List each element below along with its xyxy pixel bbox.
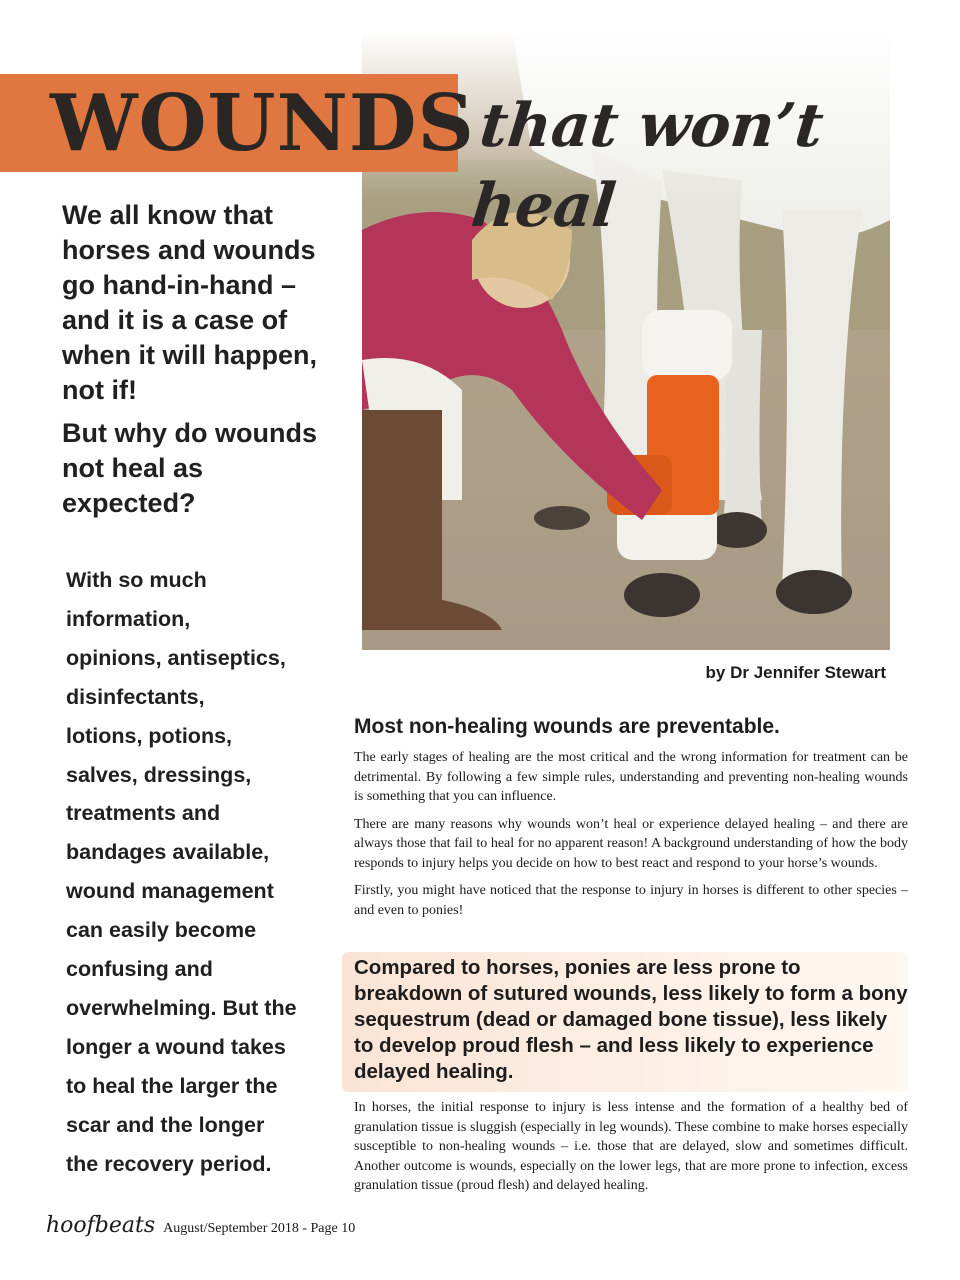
pull-quote-line: Compared to horses, ponies are less prone to xyxy=(354,956,801,979)
article-paragraph-4: In horses, the initial response to injury is less intense and the formation of a healthy bed of granulation tissue is sluggish (especially in leg wounds). These combine to make horses especially susceptible to non-healing wounds – i.e. those that are delayed, slow and sometimes difficult. Another outcome is wounds, especially on the lower legs, that are more prone to infection, excess granulation tissue (proud flesh) and delayed healing. xyxy=(354,1100,908,1193)
sidebar-line: bandages available, xyxy=(66,840,270,865)
page-title: WOUNDS xyxy=(50,78,475,169)
sidebar-line: confusing and xyxy=(66,957,213,982)
section-heading: Most non-healing wounds are preventable. xyxy=(354,715,780,738)
sidebar-line: to heal the larger the xyxy=(66,1073,278,1098)
page-footer xyxy=(46,1213,355,1238)
sidebar-line: longer a wound takes xyxy=(66,1034,286,1059)
article-body-continued xyxy=(354,1098,908,1204)
sidebar-line: lotions, potions, xyxy=(66,723,233,748)
sidebar-line: wound management xyxy=(66,879,274,904)
article-body xyxy=(354,714,908,928)
pull-quote-line: delayed healing. xyxy=(354,1060,514,1083)
pull-quote xyxy=(354,955,908,1085)
sidebar-line: the recovery period. xyxy=(66,1151,272,1176)
sidebar-line: information, xyxy=(66,606,191,631)
sidebar-line: disinfectants, xyxy=(66,684,205,709)
sidebar-line: With so much xyxy=(66,568,207,592)
sidebar-line: opinions, antiseptics, xyxy=(66,645,286,670)
sidebar-line: treatments and xyxy=(66,801,221,826)
intro-paragraph-2: But why do wounds not heal as expected? xyxy=(62,418,317,518)
sidebar-line: salves, dressings, xyxy=(66,762,252,787)
pull-quote-line: breakdown of sutured wounds, less likely to form a bony xyxy=(354,982,908,1005)
article-paragraph-2: There are many reasons why wounds won’t heal or experience delayed healing – and there are always those that fail to heal for no apparent reason! A background understanding of how the body responds to injury helps you decide on how to best react and respond to your horse’s wounds. xyxy=(354,816,908,871)
article-paragraph-3: Firstly, you might have noticed that the response to injury in horses is different to other species – and even to ponies! xyxy=(354,883,908,918)
sidebar-line: overwhelming. But the xyxy=(66,995,297,1020)
pull-quote-line: sequestrum (dead or damaged bone tissue), less likely xyxy=(354,1008,888,1031)
magazine-logo: hoofbeats xyxy=(46,1213,156,1238)
sidebar-line: can easily become xyxy=(66,918,257,943)
page-subtitle: that won’t heal xyxy=(468,91,827,241)
article-paragraph-1: The early stages of healing are the most critical and the wrong information for treatment can be detrimental. By following a few simple rules, understanding and preventing non-healing wounds is something that you can influence. xyxy=(354,750,908,804)
author-byline: by Dr Jennifer Stewart xyxy=(705,663,886,682)
issue-page-info: August/September 2018 - Page 10 xyxy=(163,1221,356,1236)
intro-lead xyxy=(62,198,332,529)
sidebar-line: scar and the longer xyxy=(66,1112,265,1137)
pull-quote-line: to develop proud flesh – and less likely to experience xyxy=(354,1034,874,1057)
sidebar-text xyxy=(66,561,336,1184)
intro-paragraph-1: We all know that horses and wounds go hand-in-hand – and it is a case of when it will happen, not if! xyxy=(62,200,318,405)
